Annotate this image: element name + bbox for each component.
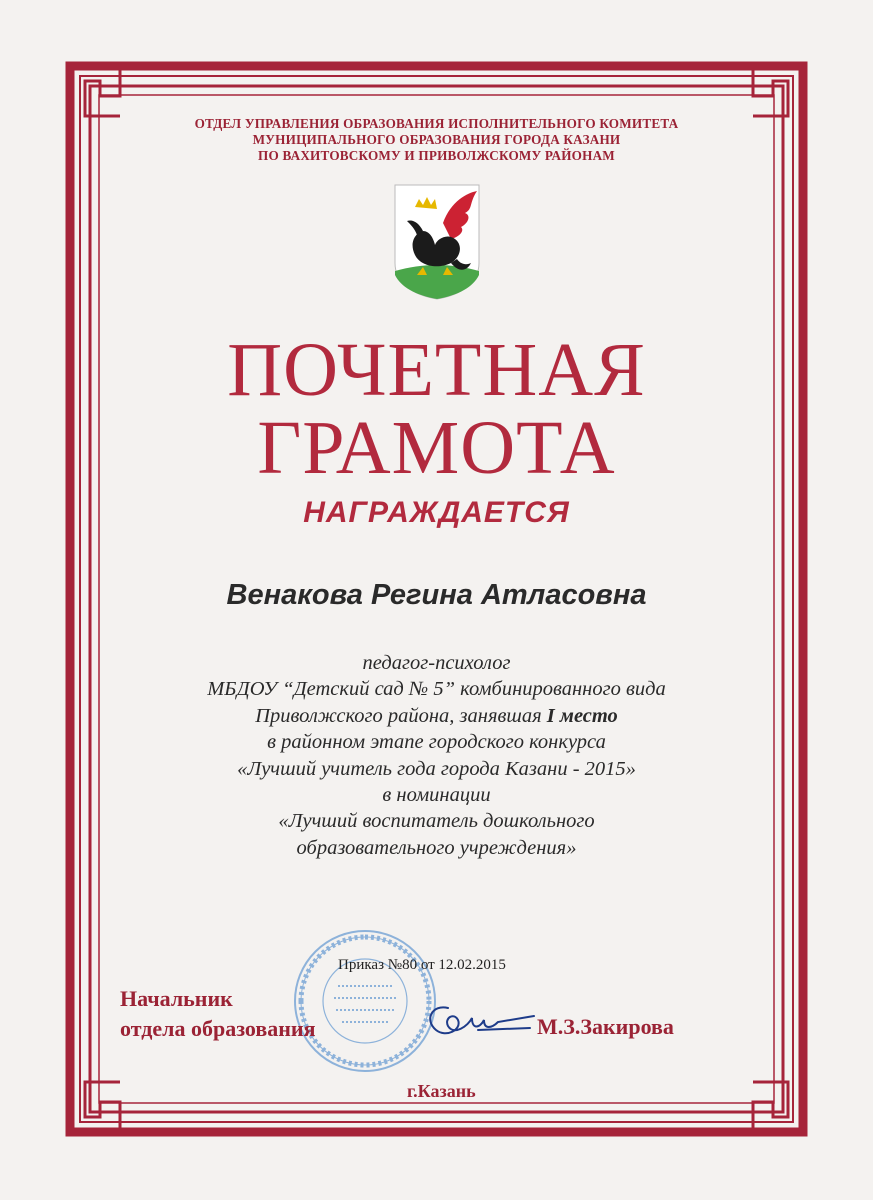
order-reference: Приказ №80 от 12.02.2015 xyxy=(338,957,506,973)
signatory-name: М.З.Закирова xyxy=(537,1014,674,1039)
description-line-3-text: Приволжского района, занявшая xyxy=(255,704,547,727)
description-line-8: образовательного учреждения» xyxy=(296,836,577,859)
awarded-heading: НАГРАЖДАЕТСЯ xyxy=(303,496,570,529)
signature xyxy=(418,1000,538,1050)
award-description xyxy=(120,650,753,861)
description-line-2: МБДОУ “Детский сад № 5” комбинированного вида xyxy=(207,678,666,701)
header-line-3: ПО ВАХИТОВСКОМУ И ПРИВОЛЖСКОМУ РАЙОНАМ xyxy=(258,148,615,163)
issuer-header xyxy=(130,116,743,164)
title-line-1: ПОЧЕТНАЯ xyxy=(227,328,646,412)
city-label: г.Казань xyxy=(407,1081,476,1101)
description-line-6: в номинации xyxy=(382,784,491,807)
description-line-5: «Лучший учитель года города Казани - 2015» xyxy=(237,757,636,780)
description-line-4: в районном этапе городского конкурса xyxy=(267,731,606,754)
description-line-1: педагог-психолог xyxy=(362,652,511,674)
signatory-title-line-1: Начальник xyxy=(120,986,233,1011)
header-line-1: ОТДЕЛ УПРАВЛЕНИЯ ОБРАЗОВАНИЯ ИСПОЛНИТЕЛЬНОГО КОМИТЕТА xyxy=(194,116,679,131)
header-line-2: МУНИЦИПАЛЬНОГО ОБРАЗОВАНИЯ ГОРОДА КАЗАНИ xyxy=(252,132,621,147)
kazan-coat-of-arms-icon xyxy=(393,183,481,301)
signatory-title xyxy=(120,984,316,1044)
place-label: I место xyxy=(546,704,618,727)
signatory-title-line-2: отдела образования xyxy=(120,1016,316,1041)
recipient-name: Венакова Регина Атласовна xyxy=(226,579,647,611)
description-line-3 xyxy=(120,703,753,729)
title-line-2: ГРАМОТА xyxy=(257,406,616,490)
description-line-7: «Лучший воспитатель дошкольного xyxy=(278,810,595,833)
